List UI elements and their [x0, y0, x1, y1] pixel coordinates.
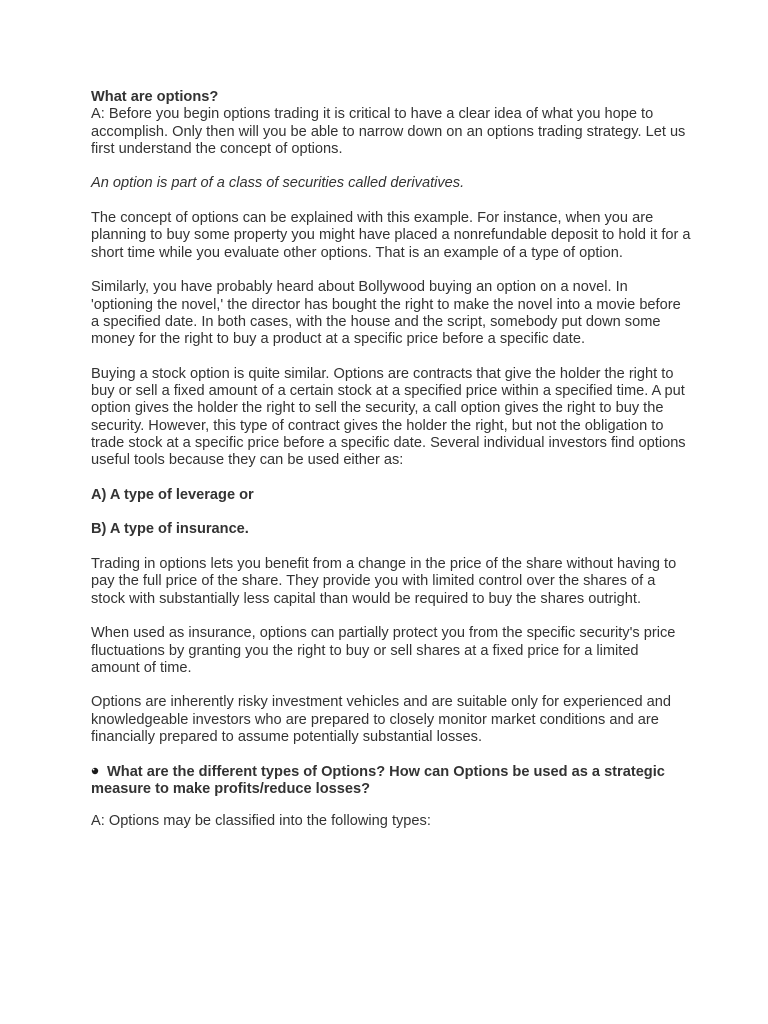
paragraph-risk: Options are inherently risky investment vehicles and are suitable only for experienced and knowledgeable investors who are prepared to closely monitor market conditions and are financially prepared to assume potentially substantial losses.	[91, 694, 672, 745]
option-a-label: A) A type of leverage or	[91, 486, 254, 503]
bullet-icon	[91, 767, 99, 775]
section-types-of-options	[91, 764, 691, 830]
paragraph-block	[91, 366, 691, 470]
paragraph-property-example: The concept of options can be explained with this example. For instance, when you are planning to buy some property you might have placed a nonrefundable deposit to hold it for a short time while you evaluate other options. That is an example of a type of option.	[91, 210, 691, 261]
paragraph-bollywood-example: Similarly, you have probably heard about Bollywood buying an option on a novel. In 'optioning the novel,' the director has bought the right to make the novel into a movie before a specified date. In both cases, with the house and the script, somebody put down some money for the right to buy a product at a specific price before a specific date.	[91, 279, 681, 348]
paragraph-trading-benefit: Trading in options lets you benefit from a change in the price of the share without having to pay the full price of the share. They provide you with limited control over the shares of a stock with substantially less capital than would be required to buy the shares outright.	[91, 556, 677, 607]
answer-line: A: Options may be classified into the following types:	[91, 812, 431, 829]
paragraph-block	[91, 625, 691, 677]
paragraph-block	[91, 210, 691, 262]
section-heading: What are options?	[91, 89, 219, 105]
document-body	[91, 89, 691, 845]
option-b-label: B) A type of insurance.	[91, 521, 249, 538]
paragraph-insurance: When used as insurance, options can partially protect you from the specific security's price fluctuations by granting you the right to buy or sell shares at a fixed price for a limited amount of time.	[91, 625, 676, 676]
option-b-block	[91, 521, 691, 538]
section-what-are-options	[91, 89, 691, 158]
paragraph-block	[91, 556, 691, 608]
bullet-heading-text: What are the different types of Options? How can Options be used as a strategic measure to make profits/reduce losses?	[91, 763, 665, 797]
bullet-heading-line	[91, 764, 691, 799]
paragraph-block	[91, 279, 691, 348]
intro-paragraph: A: Before you begin options trading it is critical to have a clear idea of what you hope to accomplish. Only then will you be able to narrow down on an options trading strategy. Let us first understand the concept of options.	[91, 106, 686, 157]
option-a-block	[91, 487, 691, 504]
paragraph-stock-option: Buying a stock option is quite similar. Options are contracts that give the holder the right to buy or sell a fixed amount of a certain stock at a specified price within a specified time. A put option gives the holder the right to sell the security, a call option gives the right to buy the security. However, this type of contract gives the holder the right, but not the obligation to trade stock at a specific price before a specific date. Several individual investors find options useful tools because they can be used either as:	[91, 365, 686, 469]
italic-note: An option is part of a class of securities called derivatives.	[91, 175, 465, 192]
italic-note-block	[91, 175, 691, 192]
paragraph-block	[91, 694, 691, 746]
